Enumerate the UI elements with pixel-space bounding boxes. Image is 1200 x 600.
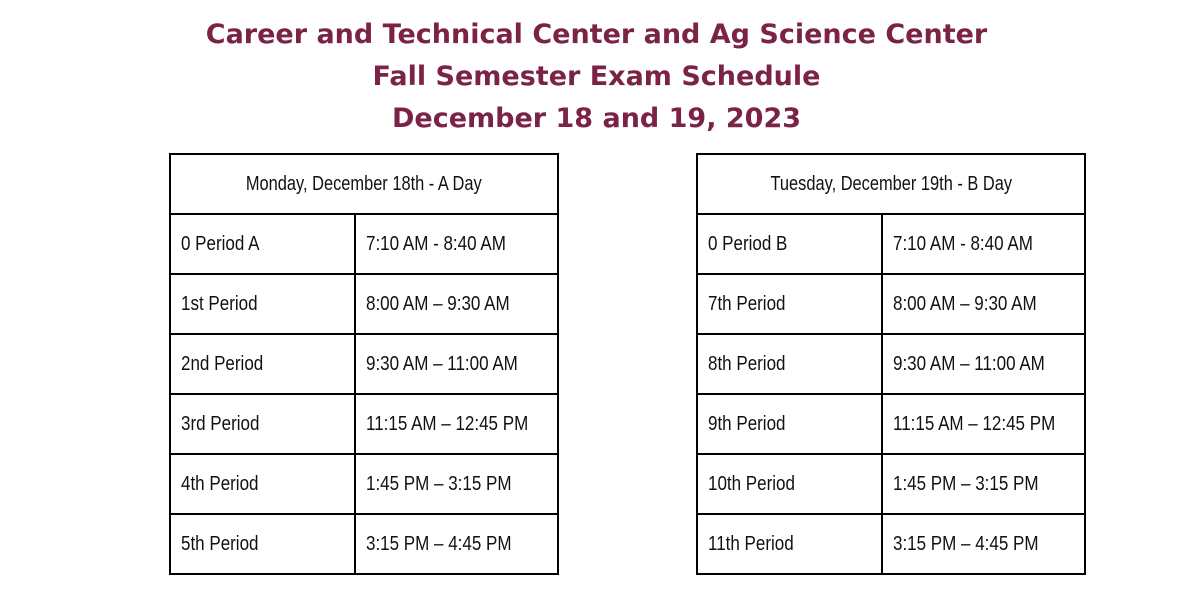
table-row	[697, 454, 1085, 514]
schedule-table-monday	[169, 153, 559, 575]
period-cell: 11th Period	[697, 514, 882, 574]
title-line-2: Fall Semester Exam Schedule	[372, 61, 821, 92]
time-cell: 7:10 AM - 8:40 AM	[355, 214, 558, 274]
schedule-table-tuesday	[696, 153, 1086, 575]
title-line-3: December 18 and 19, 2023	[391, 103, 802, 134]
period-cell: 2nd Period	[170, 334, 355, 394]
period-cell: 8th Period	[697, 334, 882, 394]
time-cell: 11:15 AM – 12:45 PM	[882, 394, 1085, 454]
table-row	[697, 274, 1085, 334]
title-line-1: Career and Technical Center and Ag Science Center	[205, 19, 988, 50]
table-row	[170, 334, 558, 394]
time-cell: 8:00 AM – 9:30 AM	[882, 274, 1085, 334]
period-cell: 7th Period	[697, 274, 882, 334]
table-row	[697, 214, 1085, 274]
period-cell: 0 Period A	[170, 214, 355, 274]
time-cell: 3:15 PM – 4:45 PM	[355, 514, 558, 574]
table-row	[697, 334, 1085, 394]
period-cell: 9th Period	[697, 394, 882, 454]
time-cell: 8:00 AM – 9:30 AM	[355, 274, 558, 334]
time-cell: 3:15 PM – 4:45 PM	[882, 514, 1085, 574]
table-row	[170, 514, 558, 574]
table-header: Tuesday, December 19th - B Day	[697, 154, 1085, 214]
period-cell: 0 Period B	[697, 214, 882, 274]
period-cell: 1st Period	[170, 274, 355, 334]
table-header: Monday, December 18th - A Day	[170, 154, 558, 214]
table-row	[170, 274, 558, 334]
time-cell: 1:45 PM – 3:15 PM	[355, 454, 558, 514]
table-row	[170, 454, 558, 514]
time-cell: 11:15 AM – 12:45 PM	[355, 394, 558, 454]
time-cell: 9:30 AM – 11:00 AM	[355, 334, 558, 394]
period-cell: 5th Period	[170, 514, 355, 574]
page-title	[0, 14, 1193, 140]
time-cell: 1:45 PM – 3:15 PM	[882, 454, 1085, 514]
period-cell: 10th Period	[697, 454, 882, 514]
time-cell: 9:30 AM – 11:00 AM	[882, 334, 1085, 394]
table-row	[697, 514, 1085, 574]
table-row	[697, 394, 1085, 454]
period-cell: 3rd Period	[170, 394, 355, 454]
table-row	[170, 394, 558, 454]
period-cell: 4th Period	[170, 454, 355, 514]
table-row	[170, 214, 558, 274]
time-cell: 7:10 AM - 8:40 AM	[882, 214, 1085, 274]
